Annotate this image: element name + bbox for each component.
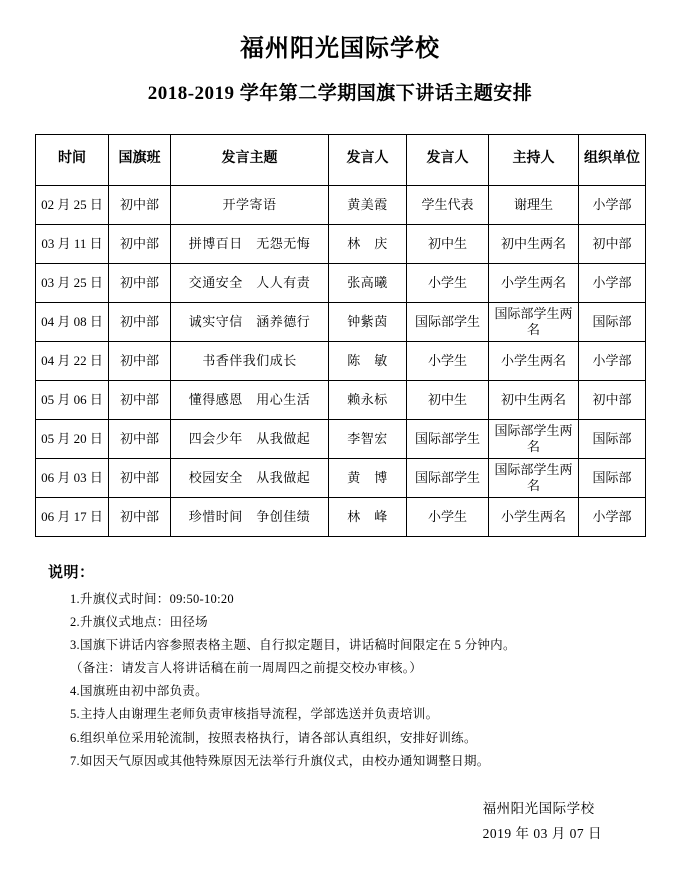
cell-organizer: 小学部 bbox=[579, 341, 646, 380]
note-item-5: 5.主持人由谢理生老师负责审核指导流程，学部选送并负责培训。 bbox=[70, 707, 439, 722]
table-header bbox=[36, 134, 646, 185]
cell-speaker-1: 张高曦 bbox=[329, 263, 407, 302]
cell-organizer: 初中部 bbox=[579, 224, 646, 263]
cell-host: 初中生两名 bbox=[489, 224, 579, 263]
cell-host: 国际部学生两名 bbox=[489, 302, 579, 341]
cell-organizer: 国际部 bbox=[579, 419, 646, 458]
table-row bbox=[36, 263, 646, 302]
cell-flag-class: 初中部 bbox=[109, 380, 171, 419]
table-row bbox=[36, 380, 646, 419]
cell-time: 06 月 03 日 bbox=[36, 458, 109, 497]
cell-time: 05 月 20 日 bbox=[36, 419, 109, 458]
cell-topic: 开学寄语 bbox=[171, 185, 329, 224]
cell-flag-class: 初中部 bbox=[109, 341, 171, 380]
page-subtitle: 2018-2019 学年第二学期国旗下讲话主题安排 bbox=[147, 83, 533, 104]
cell-time: 05 月 06 日 bbox=[36, 380, 109, 419]
cell-host: 小学生两名 bbox=[489, 263, 579, 302]
cell-speaker-2: 小学生 bbox=[407, 341, 489, 380]
table-row bbox=[36, 185, 646, 224]
cell-time: 06 月 17 日 bbox=[36, 497, 109, 536]
table-row bbox=[36, 458, 646, 497]
note-item-3-remark: （备注：请发言人将讲话稿在前一周周四之前提交校办审核。） bbox=[70, 661, 423, 676]
cell-speaker-1: 李智宏 bbox=[329, 419, 407, 458]
column-header-host: 主持人 bbox=[489, 134, 579, 185]
cell-speaker-1: 黄 博 bbox=[329, 458, 407, 497]
table-header-row bbox=[36, 134, 646, 185]
notes-title: 说明： bbox=[48, 564, 95, 581]
column-header-flag-class: 国旗班 bbox=[109, 134, 171, 185]
cell-topic: 拼博百日 无怨无悔 bbox=[171, 224, 329, 263]
cell-topic: 交通安全 人人有责 bbox=[171, 263, 329, 302]
cell-topic: 珍惜时间 争创佳绩 bbox=[171, 497, 329, 536]
table-body bbox=[36, 185, 646, 536]
cell-speaker-1: 黄美霞 bbox=[329, 185, 407, 224]
cell-flag-class: 初中部 bbox=[109, 458, 171, 497]
cell-speaker-2: 小学生 bbox=[407, 497, 489, 536]
cell-speaker-1: 陈 敏 bbox=[329, 341, 407, 380]
cell-topic: 懂得感恩 用心生活 bbox=[171, 380, 329, 419]
cell-host: 小学生两名 bbox=[489, 497, 579, 536]
cell-speaker-1: 赖永标 bbox=[329, 380, 407, 419]
cell-organizer: 初中部 bbox=[579, 380, 646, 419]
cell-topic: 诚实守信 涵养德行 bbox=[171, 302, 329, 341]
note-item-3: 3.国旗下讲话内容参照表格主题、自行拟定题目，讲话稿时间限定在 5 分钟内。 bbox=[70, 638, 516, 652]
cell-organizer: 国际部 bbox=[579, 302, 646, 341]
column-header-time: 时间 bbox=[36, 134, 109, 185]
cell-time: 04 月 22 日 bbox=[36, 341, 109, 380]
schedule-table-container bbox=[35, 106, 645, 537]
cell-organizer: 小学部 bbox=[579, 185, 646, 224]
cell-speaker-2: 国际部学生 bbox=[407, 302, 489, 341]
cell-flag-class: 初中部 bbox=[109, 263, 171, 302]
cell-speaker-2: 学生代表 bbox=[407, 185, 489, 224]
note-item-4: 4.国旗班由初中部负责。 bbox=[70, 684, 208, 699]
table-row bbox=[36, 341, 646, 380]
signature-block bbox=[483, 797, 602, 847]
signature-organization: 福州阳光国际学校 bbox=[482, 801, 595, 817]
cell-organizer: 小学部 bbox=[579, 497, 646, 536]
cell-flag-class: 初中部 bbox=[109, 185, 171, 224]
cell-flag-class: 初中部 bbox=[109, 419, 171, 458]
cell-time: 03 月 25 日 bbox=[36, 263, 109, 302]
cell-topic: 校园安全 从我做起 bbox=[171, 458, 329, 497]
cell-host: 国际部学生两名 bbox=[489, 458, 579, 497]
cell-speaker-1: 林 峰 bbox=[329, 497, 407, 536]
schedule-table bbox=[35, 134, 646, 537]
table-row bbox=[36, 302, 646, 341]
cell-host: 初中生两名 bbox=[489, 380, 579, 419]
note-item-1: 1.升旗仪式时间：09:50-10:20 bbox=[70, 591, 234, 606]
note-item-2: 2.升旗仪式地点：田径场 bbox=[70, 614, 208, 629]
table-row bbox=[36, 497, 646, 536]
note-item-6: 6.组织单位采用轮流制，按照表格执行，请各部认真组织，安排好训练。 bbox=[70, 730, 477, 745]
cell-topic: 四会少年 从我做起 bbox=[171, 419, 329, 458]
cell-flag-class: 初中部 bbox=[109, 497, 171, 536]
column-header-speaker-1: 发言人 bbox=[329, 134, 407, 185]
column-header-topic: 发言主题 bbox=[171, 134, 329, 185]
notes-list bbox=[48, 588, 660, 773]
cell-organizer: 国际部 bbox=[579, 458, 646, 497]
cell-speaker-2: 国际部学生 bbox=[407, 419, 489, 458]
cell-time: 04 月 08 日 bbox=[36, 302, 109, 341]
cell-flag-class: 初中部 bbox=[109, 302, 171, 341]
cell-speaker-1: 钟紫茵 bbox=[329, 302, 407, 341]
column-header-speaker-2: 发言人 bbox=[407, 134, 489, 185]
note-item-7: 7.如因天气原因或其他特殊原因无法举行升旗仪式，由校办通知调整日期。 bbox=[70, 753, 490, 768]
cell-organizer: 小学部 bbox=[579, 263, 646, 302]
column-header-organizer: 组织单位 bbox=[579, 134, 646, 185]
notes-section bbox=[20, 537, 660, 773]
cell-time: 03 月 11 日 bbox=[36, 224, 109, 263]
cell-host: 小学生两名 bbox=[489, 341, 579, 380]
cell-speaker-2: 初中生 bbox=[407, 224, 489, 263]
cell-host: 国际部学生两名 bbox=[489, 419, 579, 458]
cell-time: 02 月 25 日 bbox=[36, 185, 109, 224]
cell-flag-class: 初中部 bbox=[109, 224, 171, 263]
cell-speaker-2: 小学生 bbox=[407, 263, 489, 302]
cell-speaker-2: 初中生 bbox=[407, 380, 489, 419]
table-row bbox=[36, 419, 646, 458]
page-title: 福州阳光国际学校 bbox=[240, 36, 440, 62]
cell-host: 谢理生 bbox=[489, 185, 579, 224]
cell-topic: 书香伴我们成长 bbox=[171, 341, 329, 380]
table-row bbox=[36, 224, 646, 263]
signature-date: 2019 年 03 月 07 日 bbox=[482, 826, 602, 842]
cell-speaker-1: 林 庆 bbox=[329, 224, 407, 263]
cell-speaker-2: 国际部学生 bbox=[407, 458, 489, 497]
